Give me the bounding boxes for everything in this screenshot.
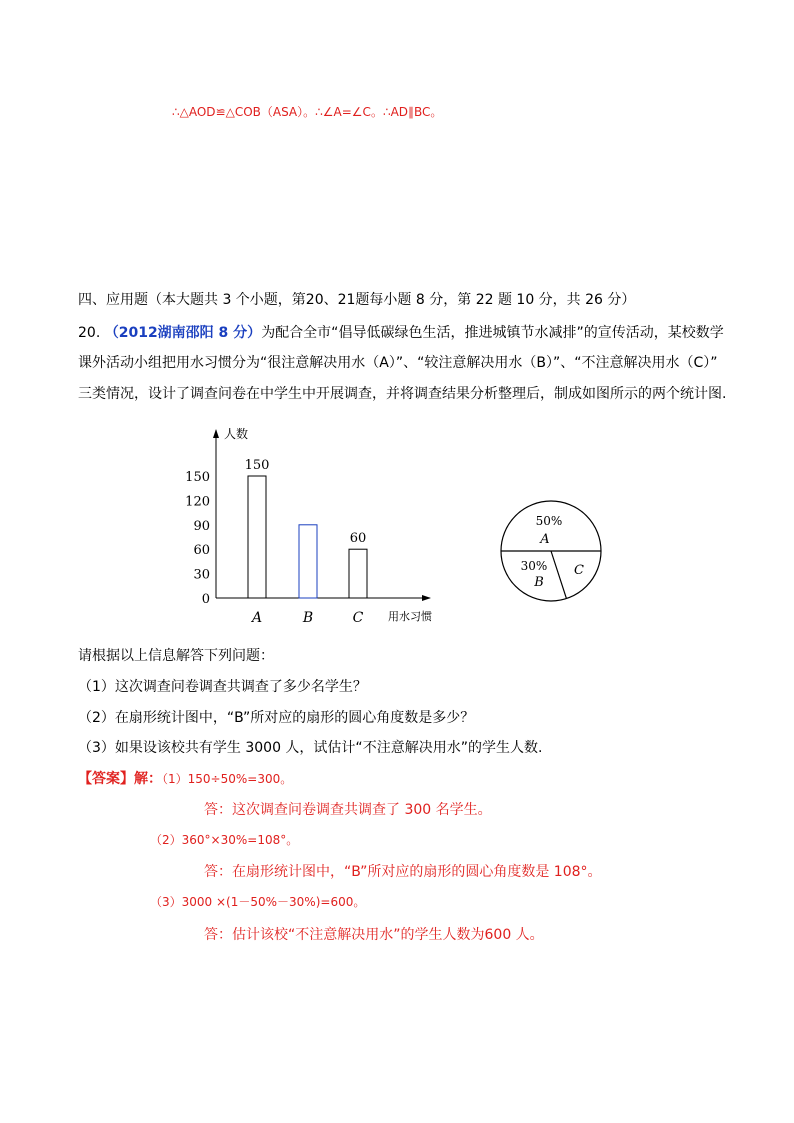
- x-tick-label: A: [251, 610, 263, 626]
- bar-chart: [170, 418, 450, 632]
- pie-b-label: B: [534, 575, 544, 590]
- y-tick-label: 150: [185, 470, 210, 485]
- bar-A: [248, 476, 266, 598]
- pie-chart: [496, 500, 616, 610]
- answer-conclusion-1: 答：这次调查问卷调查共调查了 300 名学生。: [204, 802, 492, 818]
- problem-line-2: 课外活动小组把用水习惯分为“很注意解决用水（A）”、“较注意解决用水（B）”、“不注意解决用水（C）”: [78, 355, 718, 371]
- y-axis-arrow: [213, 429, 219, 438]
- question-2: （2）在扇形统计图中，“B”所对应的扇形的圆心角度数是多少？: [78, 710, 475, 726]
- intro-text: 请根据以上信息解答下列问题：: [78, 648, 274, 664]
- answer-step-1: （1）150÷50%=300。: [162, 772, 293, 786]
- problem-source: （2012湖南邵阳 8 分）: [104, 325, 262, 341]
- pie-divider-bc: [551, 551, 566, 599]
- x-axis-arrow: [422, 595, 431, 601]
- answer-conclusion-3: 答：估计该校“不注意解决用水”的学生人数为600 人。: [204, 927, 544, 943]
- y-tick-label: 60: [193, 543, 210, 559]
- y-tick-label: 120: [185, 494, 210, 510]
- pie-a-percent: 50%: [535, 514, 563, 528]
- problem-line-1: [78, 326, 724, 340]
- y-tick-label: 90: [193, 518, 210, 534]
- bar-C: [349, 549, 367, 598]
- data-label: 60: [349, 531, 367, 547]
- question-1: （1）这次调查问卷调查共调查了多少名学生？: [78, 679, 367, 695]
- bar-B: [299, 525, 317, 598]
- x-axis-label: 用水习惯: [388, 610, 432, 623]
- y-tick-label: 0: [201, 592, 210, 607]
- pie-c-label: C: [574, 563, 584, 578]
- x-tick-label: B: [302, 610, 314, 626]
- question-3: （3）如果设该校共有学生 3000 人，试估计“不注意解决用水”的学生人数.: [78, 740, 543, 756]
- answer-jie: 解：: [134, 771, 162, 787]
- data-label: 150: [244, 458, 270, 473]
- y-axis-label: 人数: [224, 427, 249, 441]
- answer-step-2: （2）360°×30%=108°。: [150, 833, 299, 847]
- pie-b-percent: 30%: [520, 559, 548, 573]
- answer-tag: 【答案】: [78, 771, 134, 787]
- pie-a-label: A: [540, 532, 550, 547]
- x-tick-label: C: [352, 610, 364, 626]
- y-tick-label: 30: [193, 567, 210, 583]
- section-title: 四、应用题（本大题共 3 个小题，第20、21题每小题 8 分，第 22 题 10 分，共 26 分）: [78, 292, 636, 308]
- problem-number: 20.: [78, 325, 101, 341]
- problem-text-1: 为配合全市“倡导低碳绿色生活，推进城镇节水减排”的宣传活动，某校数学: [261, 325, 724, 341]
- problem-line-3: 三类情况，设计了调查问卷在中学生中开展调查，并将调查结果分析整理后，制成如图所示的两个统计图.: [78, 386, 727, 402]
- answer-step-3: （3）3000 ×(1－50%－30%)=600。: [150, 895, 366, 909]
- answer-line-1: [78, 772, 292, 786]
- answer-conclusion-2: 答：在扇形统计图中，“B”所对应的扇形的圆心角度数是 108°。: [204, 864, 602, 880]
- proof-conclusion: ∴△AOD≌△COB（ASA）。∴∠A=∠C。∴AD∥BC。: [172, 105, 443, 119]
